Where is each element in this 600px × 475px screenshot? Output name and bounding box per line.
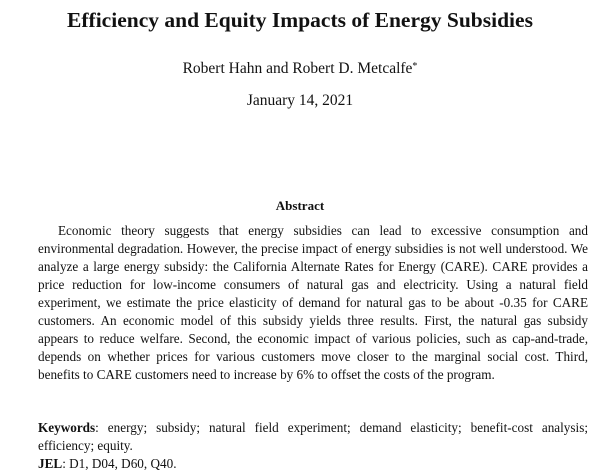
abstract-body: Economic theory suggests that energy subsidies can lead to excessive consumption and environmental degradation. However, the precise impact of energy subsidies is not well understood. We analyze a large energy subsidy: the California Alternate Rates for Energy (CARE). CARE provides a price reduction for low-income consumers of natural gas and electricity. Using a natural field experiment, we estimate the price elasticity of demand for natural gas to be about -0.35 for CARE customers. An economic model of this subsidy yields three results. First, the natural gas subsidy appears to reduce welfare. Second, the economic impact of various policies, such as cap-and-trade, depends on whether prices for various customers move closer to the marginal social cost. Third, benefits to CARE customers need to increase by 6% to offset the costs of the program. [38, 223, 588, 383]
keywords-label: Keywords [38, 420, 96, 435]
keywords-separator: : [95, 420, 99, 435]
author-line [0, 59, 600, 79]
authors: Robert Hahn and Robert D. Metcalfe [182, 60, 413, 77]
jel-codes: D1, D04, D60, Q40. [69, 456, 177, 471]
jel-separator: : [62, 456, 66, 471]
author-footnote-mark: * [412, 61, 418, 72]
publication-date: January 14, 2021 [246, 92, 354, 109]
keywords-text: energy; subsidy; natural field experiment; demand elasticity; benefit-cost analysis; efficiency; equity. [38, 420, 588, 454]
keywords-line [38, 419, 588, 455]
jel-line [38, 455, 588, 473]
abstract-heading: Abstract [275, 198, 325, 213]
paper-title: Efficiency and Equity Impacts of Energy Subsidies [67, 8, 533, 32]
jel-label: JEL [38, 456, 63, 471]
